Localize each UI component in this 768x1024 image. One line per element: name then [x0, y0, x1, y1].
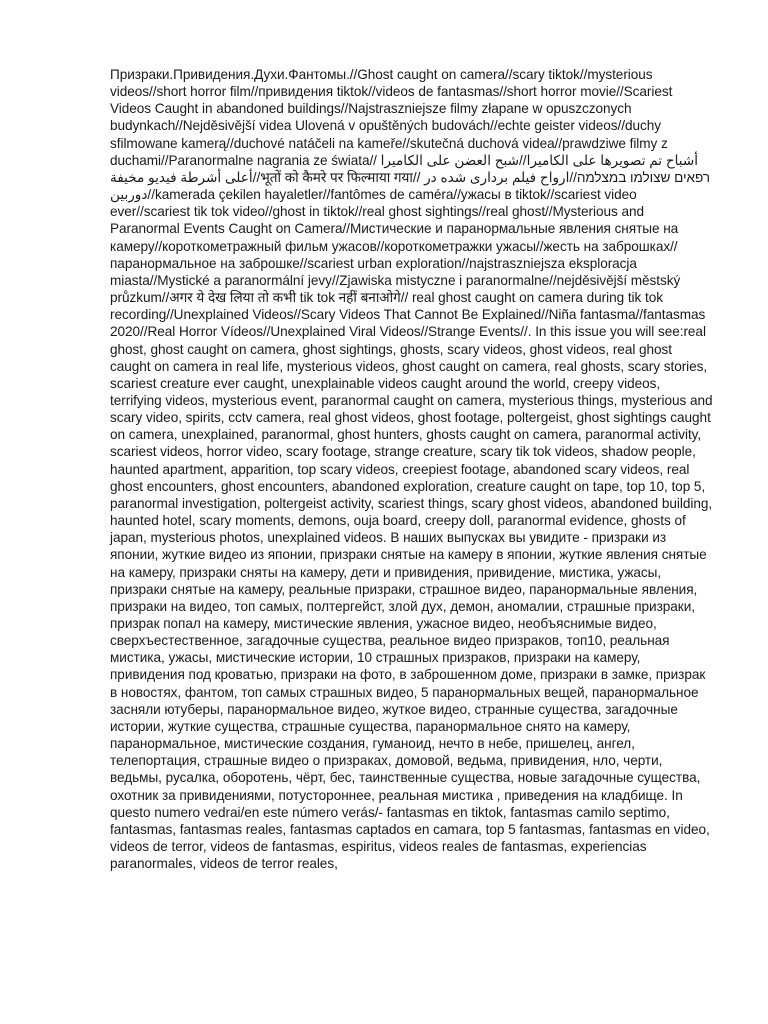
document-body-text: Призраки.Привидения.Духи.Фантомы.//Ghost caught on camera//scary tiktok//mysterious videos//short horror film//привидения tiktok//videos de fantasmas//short horror movie//Scariest Videos Caught in abandoned buildings//Najstraszniejsze filmy złapane w opuszczonych budynkach//Nejděsivější videa Ulovená v opuštěných budovách//echte geister videos//duchy sfilmowane kamerą//duchové natáčeli na kameře//skutečná duchová videa//prawdziwe filmy z duchami//Paranormalne nagrania ze świata// أشباح تم تصويرها على الكاميرا//شبح العضن على الكاميرا أعلى أشرطة فيديو مخيفة//भूतों को कैमरे पर फिल्माया गया// רפאים שצולמו במצלמה//ارواح فیلم برداری شده در دوربین//kamerada çekilen hayaletler//fantômes de caméra//ужасы в tiktok//scariest video ever//scariest tik tok video//ghost in tiktok//real ghost sightings//real ghost//Mysterious and Paranormal Events Caught on Camera//Мистические и паранормальные явления снятые на камеру//короткометражный фильм ужасов//короткометражки ужасы//жесть на заброшках//паранормальное на заброшке//scariest urban exploration//najstraszniejsza eksploracja miasta//Mystické a paranormální jevy//Zjawiska mistyczne i paranormalne//nejděsivější městský průzkum//अगर ये देख लिया तो कभी tik tok नहीं बनाओगे// real ghost caught on camera during tik tok recording//Unexplained Videos//Scary Videos That Cannot Be Explained//Niña fantasma//fantasmas 2020//Real Horror Vídeos//Unexplained Viral Videos//Strange Events//. In this issue you will see:real ghost, ghost caught on camera, ghost sightings, ghosts, scary videos, ghost videos, real ghost caught on camera in real life, mysterious videos, ghost caught on camera, real ghosts, scary stories, scariest creature ever caught, unexplainable videos caught around the world, creepy videos, terrifying videos, mysterious event, paranormal caught on camera, mysterious things, mysterious and scary video, spirits, cctv camera, real ghost videos, ghost footage, poltergeist, ghost sightings caught on camera, unexplained, paranormal, ghost hunters, ghosts caught on camera, paranormal activity, scariest videos, horror video, scary footage, strange creature, scary tik tok videos, shadow people, haunted apartment, apparition, top scary videos, creepiest footage, abandoned scary videos, real ghost encounters, ghost encounters, abandoned exploration, creature caught on tape, top 10, top 5, paranormal investigation, poltergeist activity, scariest things, scary ghost videos, abandoned building, haunted hotel, scary moments, demons, ouja board, creepy doll, paranormal evidence, ghosts of japan, mysterious photos, unexplained videos. В наших выпусках вы увидите - призраки из японии, жуткие видео из японии, призраки снятые на камеру в японии, жуткие явления снятые на камеру, призраки сняты на камеру, дети и привидения, привидение, мистика, ужасы, призраки снятые на камеру, реальные призраки, страшное видео, паранормальные явления, призраки на видео, топ самых, полтергейст, злой дух, демон, аномалии, страшные призраки, призрак попал на камеру, мистические явления, ужасное видео, необъяснимые видео, сверхъестественное, загадочные существа, реальное видео призраков, топ10, реальная мистика, ужасы, мистические истории, 10 страшных призраков, призраки на камеру, привидения под кроватью, призраки на фото, в заброшенном доме, призраки в замке, призрак в новостях, фантом, топ самых страшных видео, 5 паранормальных вещей, паранормальное засняли ютуберы, паранормальное видео, жуткое видео, странные существа, загадочные истории, жуткие существа, страшные существа, паранормальное снято на камеру, паранормальное, мистические создания, гуманоид, нечто в небе, пришелец, ангел, телепортация, страшные видео о призраках, домовой, ведьма, привидения, нло, черти, ведьмы, русалка, оборотень, чёрт, бес, таинственные существа, новые загадочные существа, охотник за привидениями, потустороннее, реальная мистика , приведения на кладбище. In questo numero vedrai/en este número verás/- fantasmas en tiktok, fantasmas camilo septimo, fantasmas, fantasmas reales, fantasmas captados en camara, top 5 fantasmas, fantasmas en video, videos de terror, videos de fantasmas, espiritus, videos reales de fantasmas, experiencias paranormales, videos de terror reales, — [110, 67, 713, 872]
